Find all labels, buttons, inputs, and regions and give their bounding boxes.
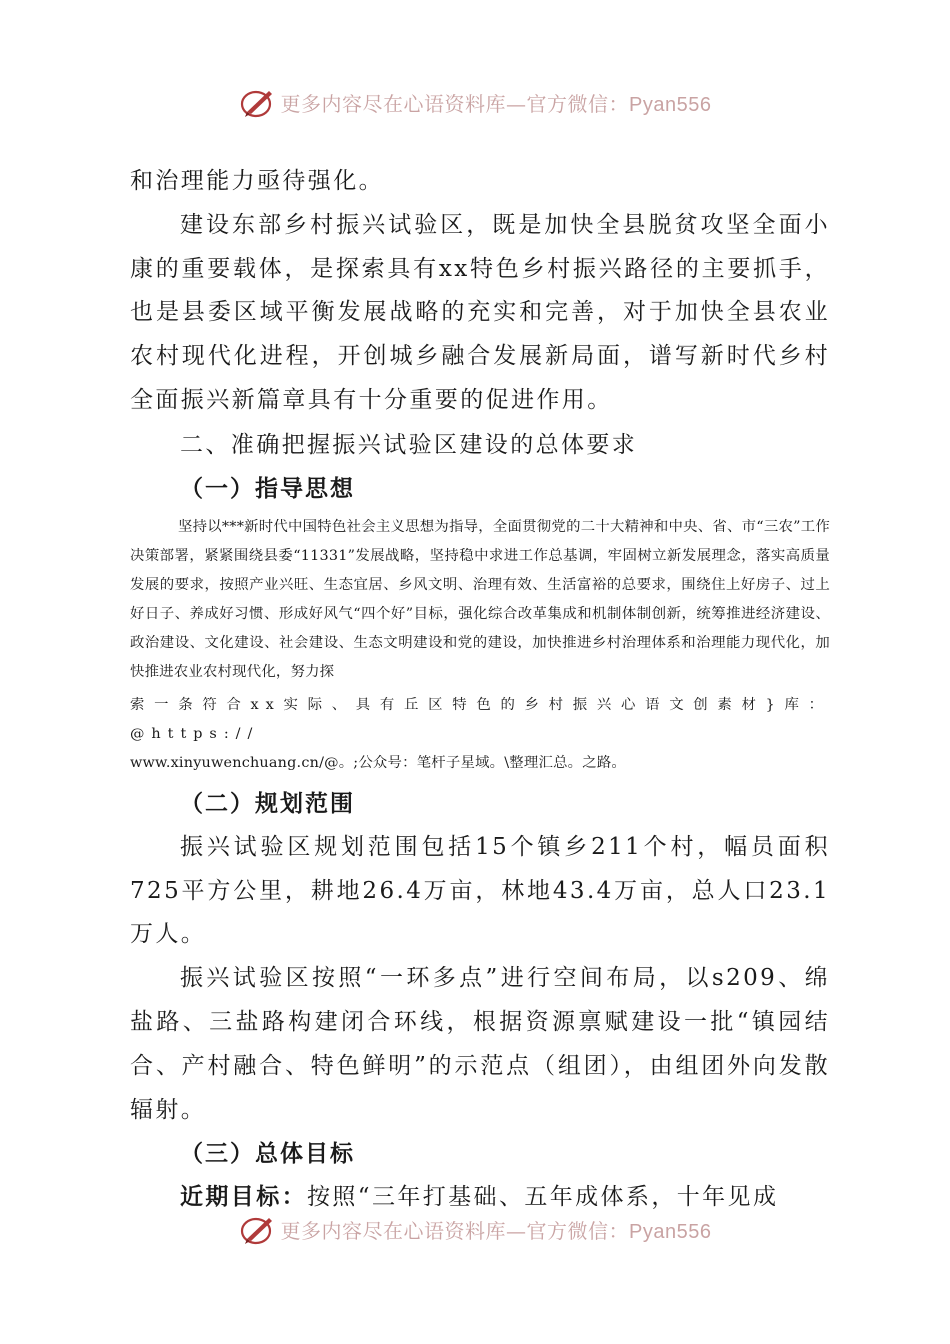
pen-logo-icon xyxy=(239,1212,277,1246)
section-heading: 二、准确把握振兴试验区建设的总体要求 xyxy=(180,431,638,458)
subsection-heading: （三）总体目标 xyxy=(180,1141,355,1168)
paragraph: 振兴试验区规划范围包括15个镇乡211个村，幅员面积725平方公里，耕地26.4万亩，林地43.4万亩，总人口23.1万人。 xyxy=(130,833,830,948)
paragraph: 建设东部乡村振兴试验区，既是加快全县脱贫攻坚全面小康的重要载体，是探索具有xx特色乡村振兴路径的主要抓手，也是县委区域平衡发展战略的充实和完善，对于加快全县农业农村现代化进程，开创城乡融合发展新局面，谱写新时代乡村全面振兴新篇章具有十分重要的促进作用。 xyxy=(130,211,830,413)
small-line-tail: www.xinyuwenchuang.cn/@。;公众号：笔杆子星域。\整理汇总。之路。 xyxy=(130,754,627,771)
guiding-ideology-text xyxy=(130,513,830,778)
subsection-heading: （一）指导思想 xyxy=(180,475,355,502)
small-paragraph: 坚持以***新时代中国特色社会主义思想为指导，全面贯彻党的二十大精神和中央、省、市“三农”工作决策部署，紧紧围绕县委“11331”发展战略，坚持稳中求进工作总基调，牢固树立新发展理念，落实高质量发展的要求，按照产业兴旺、生态宜居、乡风文明、治理有效、生活富裕的总要求，围绕住上好房子、过上好日子、养成好习惯、形成好风气“四个好”目标，强化综合改革集成和机制体制创新，统筹推进经济建设、政治建设、文化建设、社会建设、生态文明建设和党的建设，加快推进乡村治理体系和治理能力现代化，加快推进农业农村现代化，努力探 xyxy=(130,518,830,680)
paragraph: 振兴试验区按照“一环多点”进行空间布局，以s209、绵盐路、三盐路构建闭合环线，根据资源禀赋建设一批“镇园结合、产村融合、特色鲜明”的示范点（组团），由组团外向发散辐射。 xyxy=(130,965,830,1123)
lead-label: 近期目标： xyxy=(180,1184,307,1211)
banner-text: 更多内容尽在心语资料库—官方微信：Pyan556 xyxy=(280,1218,712,1243)
header-watermark xyxy=(0,82,950,122)
footer-watermark xyxy=(0,1209,950,1249)
banner-text: 更多内容尽在心语资料库—官方微信：Pyan556 xyxy=(280,91,712,116)
document-body xyxy=(130,160,830,1220)
paragraph: 和治理能力亟待强化。 xyxy=(130,168,384,194)
subsection-heading: （二）规划范围 xyxy=(180,790,355,817)
paragraph: 近期目标：按照“三年打基础、五年成体系，十年见成 xyxy=(180,1184,779,1211)
small-line-spread: 索一条符合xx实际、具有丘区特色的乡村振兴心语文创素材}库：@https:// xyxy=(130,696,830,742)
pen-logo-icon xyxy=(239,85,277,119)
